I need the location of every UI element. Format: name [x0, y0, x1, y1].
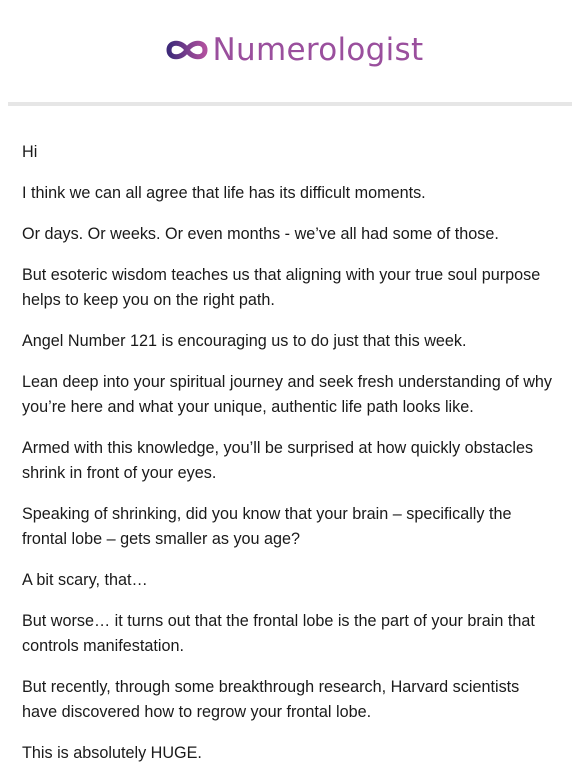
- email-paragraph: Or days. Or weeks. Or even months - we’ve all had some of those.: [22, 225, 499, 243]
- email-paragraph: Hi: [22, 143, 38, 161]
- email-paragraph: Speaking of shrinking, did you know that your brain – specifically the frontal lobe – gets smaller as you age?: [22, 505, 512, 548]
- brand-name: Numerologist: [212, 31, 424, 68]
- email-paragraph: But esoteric wisdom teaches us that aligning with your true soul purpose helps to keep you on the right path.: [22, 266, 541, 309]
- email-paragraph: I think we can all agree that life has its difficult moments.: [22, 184, 426, 202]
- infinity-logo-icon: [163, 35, 211, 65]
- email-paragraph: Angel Number 121 is encouraging us to do just that this week.: [22, 332, 467, 350]
- email-paragraph: A bit scary, that…: [22, 571, 148, 589]
- email-body: [0, 104, 580, 766]
- brand-logo[interactable]: [163, 33, 424, 68]
- email-header: [0, 0, 580, 100]
- email-paragraph: Armed with this knowledge, you’ll be surprised at how quickly obstacles shrink in front of your eyes.: [22, 439, 534, 482]
- email-paragraph: Lean deep into your spiritual journey and seek fresh understanding of why you’re here and what your unique, authentic life path looks like.: [22, 373, 553, 416]
- email-paragraph: But worse… it turns out that the frontal lobe is the part of your brain that controls manifestation.: [22, 612, 535, 655]
- header-divider: [8, 102, 572, 106]
- email-paragraph: This is absolutely HUGE.: [22, 744, 202, 762]
- email-paragraph: But recently, through some breakthrough research, Harvard scientists have discovered how to regrow your frontal lobe.: [22, 678, 520, 721]
